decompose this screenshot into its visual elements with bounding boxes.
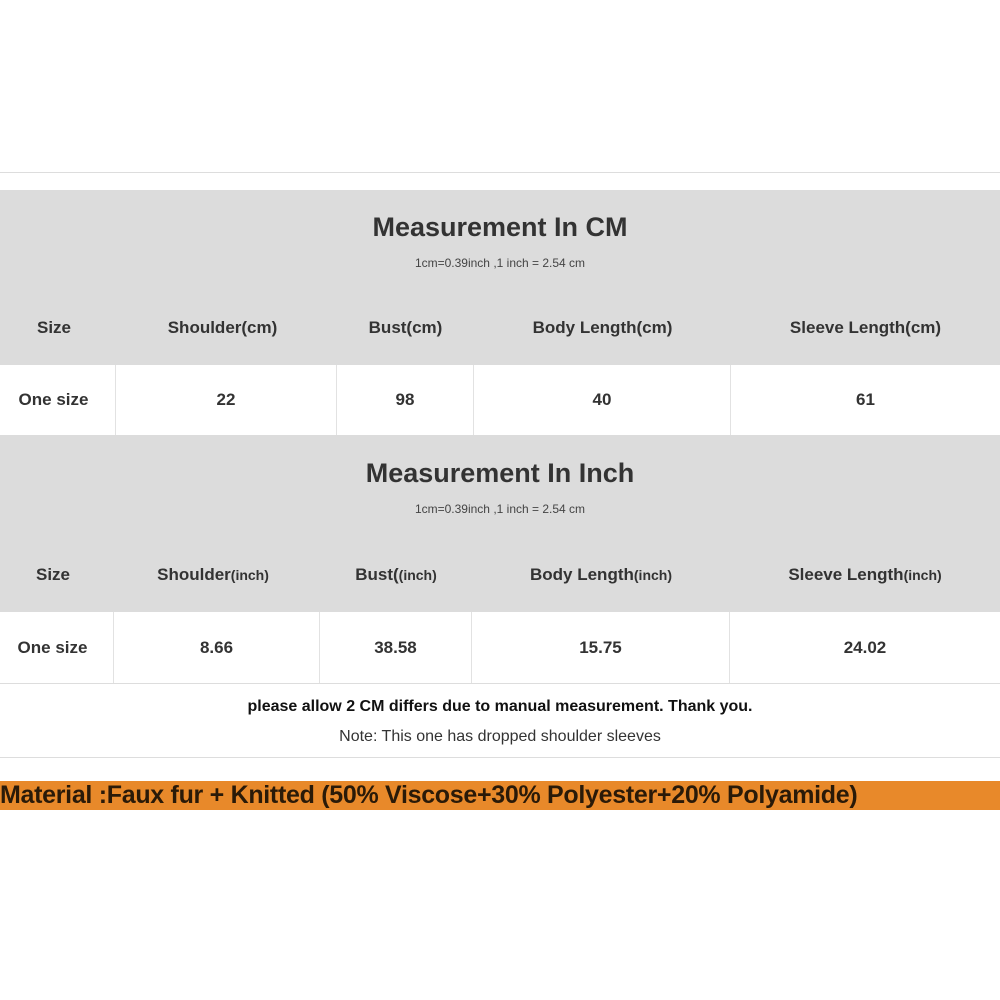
inch-table-title: Measurement In Inch — [365, 458, 635, 488]
cm-header-row — [0, 312, 1000, 344]
cell-body-length: 40 — [474, 365, 731, 435]
header-bust: Bust(cm) — [368, 318, 443, 337]
top-divider — [0, 172, 1000, 173]
header-sleeve-length: Sleeve Length (inch) — [788, 565, 942, 584]
header-sleeve-length: Sleeve Length(cm) — [789, 318, 942, 337]
cell-sleeve-length: 61 — [856, 390, 875, 409]
cell-body-length: 15.75 — [472, 612, 730, 683]
cm-conversion-note: 1cm=0.39inch ,1 inch = 2.54 cm — [414, 256, 586, 270]
cm-data-row — [0, 365, 1000, 435]
cell-bust: 98 — [337, 365, 474, 435]
cell-bust: 38.58 — [320, 612, 472, 683]
cell-size: One size — [0, 365, 116, 435]
header-shoulder: Shoulder (inch) — [157, 565, 269, 584]
header-shoulder: Shoulder(cm) — [167, 318, 278, 337]
header-body-length: Body Length(cm) — [532, 318, 673, 337]
header-size: Size — [36, 318, 72, 337]
inch-conversion-note: 1cm=0.39inch ,1 inch = 2.54 cm — [414, 502, 586, 516]
header-size: Size — [35, 565, 71, 584]
cell-shoulder: 22 — [116, 365, 337, 435]
sleeve-note: Note: This one has dropped shoulder sleeves — [339, 728, 661, 745]
cm-table-title: Measurement In CM — [372, 212, 628, 242]
header-body-length: Body Length (inch) — [530, 565, 672, 584]
allowance-note: please allow 2 CM differs due to manual measurement. Thank you. — [247, 698, 753, 715]
header-bust: Bust( (inch) — [355, 565, 437, 584]
cell-shoulder: 8.66 — [114, 612, 320, 683]
cell-sleeve-length: 24.02 — [843, 637, 887, 657]
table-bottom-divider — [0, 683, 1000, 684]
cell-size: One size — [0, 612, 114, 683]
inch-data-row — [0, 612, 1000, 683]
inch-header-row — [0, 559, 1000, 591]
notes-divider — [0, 757, 1000, 758]
material-banner: Material :Faux fur + Knitted (50% Viscose+30% Polyester+20% Polyamide) — [0, 781, 1000, 810]
